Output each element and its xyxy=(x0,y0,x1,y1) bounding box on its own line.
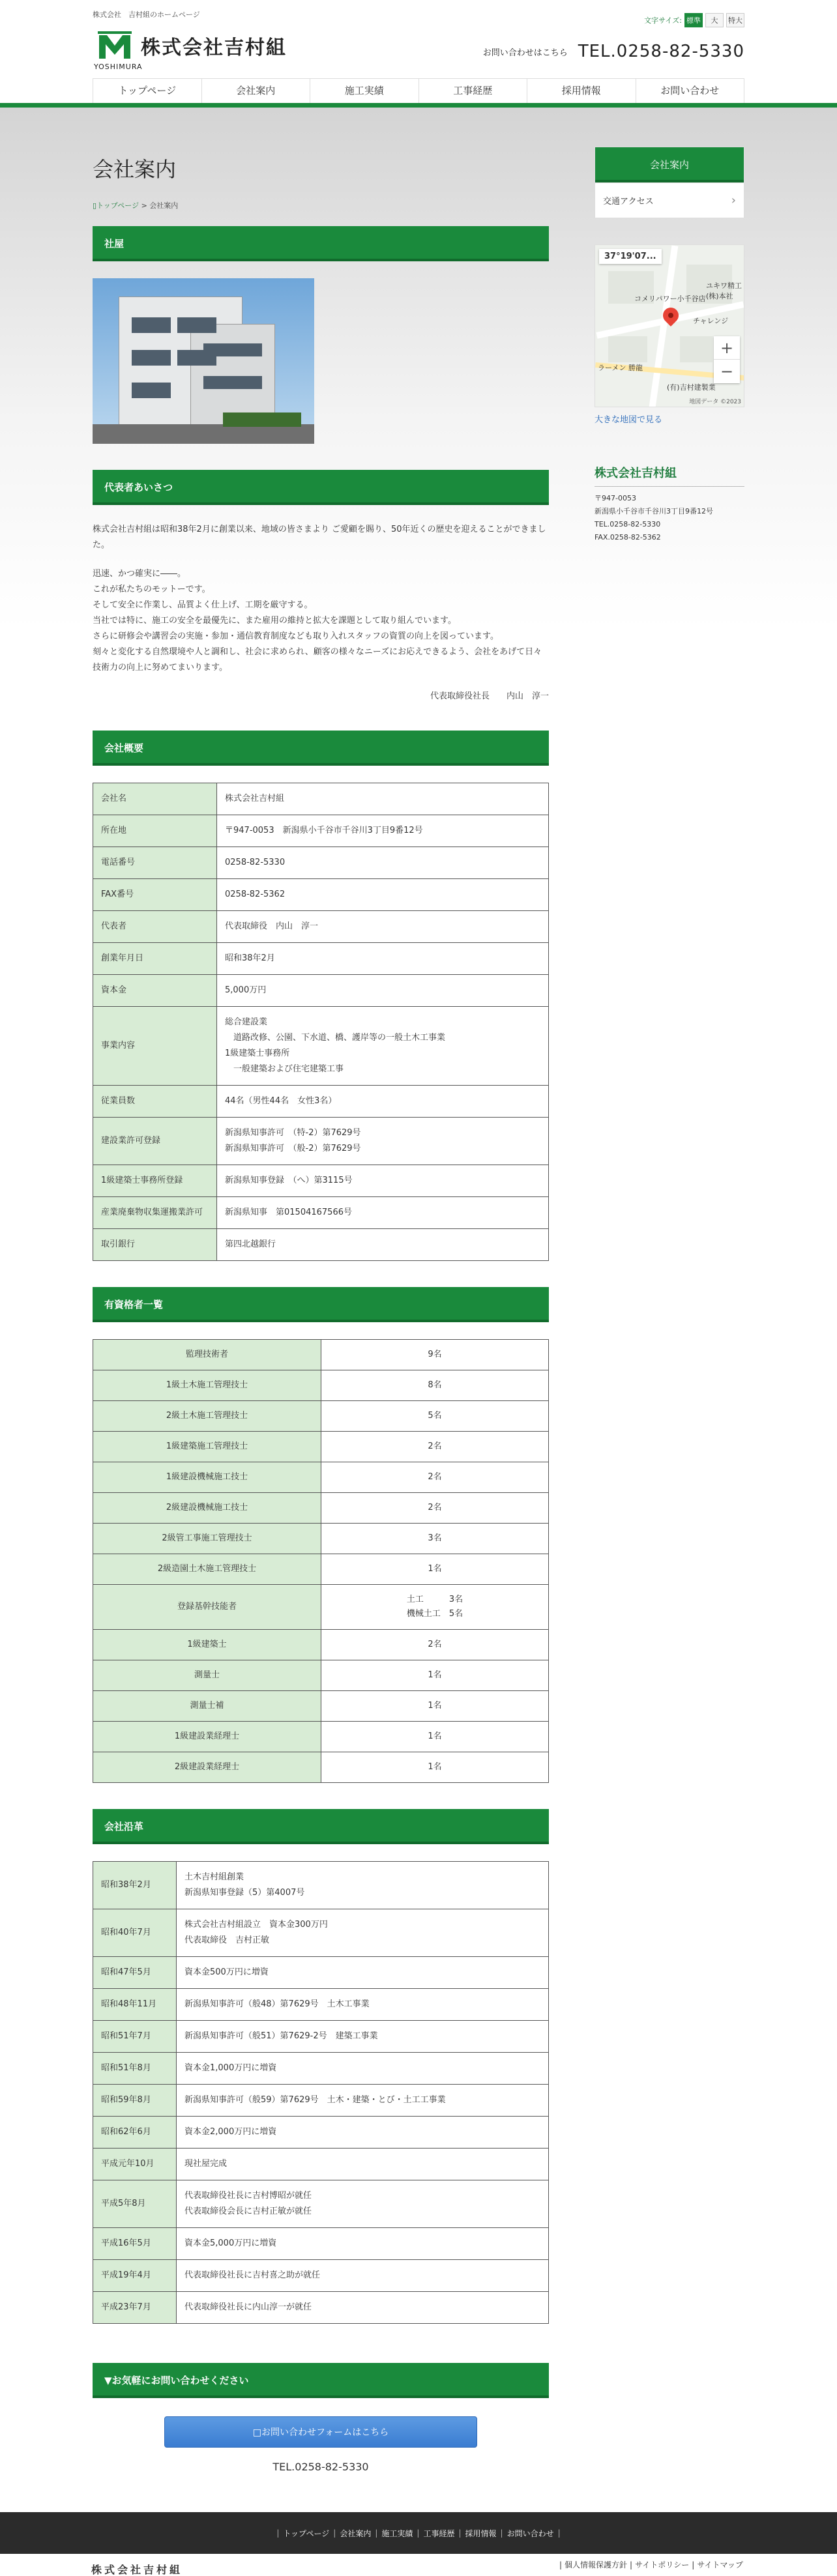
overview-row-value xyxy=(217,1007,549,1086)
qualification-row-label: 2級管工事施工管理技士 xyxy=(93,1524,321,1554)
qualification-row-value xyxy=(321,1493,549,1524)
qualification-row xyxy=(93,1524,549,1554)
qualification-row-label: 1級建築施工管理技士 xyxy=(93,1432,321,1462)
history-row-label: 昭和48年11月 xyxy=(93,1989,177,2021)
qualification-row-line: 8名 xyxy=(428,1380,442,1390)
map-label: ラーメン 勝龍 xyxy=(598,364,643,372)
qualification-row-line: 2名 xyxy=(428,1441,442,1451)
overview-row-line: 新潟県知事許可 （般-2）第7629号 xyxy=(225,1144,361,1153)
zoom-in-button[interactable]: + xyxy=(714,336,740,360)
history-row-label: 平成16年5月 xyxy=(93,2228,177,2260)
history-row-line: 土木吉村組創業 xyxy=(184,1872,244,1882)
qualification-row-line: 1名 xyxy=(428,1670,442,1680)
qualification-row-line: 2名 xyxy=(428,1472,442,1482)
history-row-line: 資本金5,000万円に増資 xyxy=(184,2238,277,2248)
overview-row-label: 創業年月日 xyxy=(93,943,217,975)
section-heading-building: 社屋 xyxy=(93,226,549,261)
header-contact xyxy=(483,42,744,61)
history-row-line: 資本金500万円に増資 xyxy=(184,1967,269,1977)
history-row-line: 代表取締役社長に吉村博昭が就任 xyxy=(184,2191,312,2201)
building-photo xyxy=(93,278,314,444)
qualification-row-label: 2級建設業経理士 xyxy=(93,1752,321,1783)
overview-row-line: 新潟県知事 第01504167566号 xyxy=(225,1208,352,1217)
map-zoom-control xyxy=(714,336,740,383)
overview-row xyxy=(93,783,549,815)
footer-link-works[interactable]: 施工実績 xyxy=(381,2528,413,2538)
company-overview-table xyxy=(93,783,549,1261)
overview-row-line: 代表取締役 内山 淳一 xyxy=(225,921,319,931)
overview-row xyxy=(93,943,549,975)
qualification-row-value xyxy=(321,1340,549,1370)
history-row-value xyxy=(177,2180,549,2228)
history-row-label: 昭和59年8月 xyxy=(93,2085,177,2117)
chevron-right-icon: › xyxy=(731,194,736,207)
qualification-row-label: 2級建設機械施工技士 xyxy=(93,1493,321,1524)
history-row xyxy=(93,1989,549,2021)
qualification-row-line: 1名 xyxy=(428,1701,442,1711)
overview-row xyxy=(93,815,549,847)
qualification-row xyxy=(93,1630,549,1660)
qualification-row xyxy=(93,1554,549,1585)
overview-row-label: 産業廃棄物収集運搬業許可 xyxy=(93,1197,217,1229)
overview-row-line: 株式会社吉村組 xyxy=(225,794,285,803)
qualification-row-line: 1名 xyxy=(428,1564,442,1574)
footer-link-company[interactable]: 会社案内 xyxy=(340,2528,372,2538)
overview-row xyxy=(93,1197,549,1229)
sidebar-company-name: 株式会社吉村組 xyxy=(595,464,744,487)
qualification-row xyxy=(93,1370,549,1401)
history-row-line: 代表取締役社長に内山淳一が就任 xyxy=(184,2302,312,2312)
overview-row-label: 代表者 xyxy=(93,911,217,943)
nav-history[interactable]: 工事経歴 xyxy=(419,79,527,103)
overview-row-label: 会社名 xyxy=(93,783,217,815)
sidebar-company-info xyxy=(595,464,744,543)
font-size-normal-button[interactable]: 標準 xyxy=(684,13,703,27)
qualification-row xyxy=(93,1462,549,1493)
history-row xyxy=(93,2117,549,2149)
nav-works[interactable]: 施工実績 xyxy=(310,79,419,103)
qualification-row-label: 2級造園土木施工管理技士 xyxy=(93,1554,321,1585)
overview-row-line: 総合建設業 xyxy=(225,1017,268,1027)
history-row-label: 平成23年7月 xyxy=(93,2292,177,2324)
history-row-label: 昭和47年5月 xyxy=(93,1957,177,1989)
history-row-label: 昭和62年6月 xyxy=(93,2117,177,2149)
qualification-row xyxy=(93,1722,549,1752)
history-row xyxy=(93,2260,549,2292)
map-label: コメリパワー小千谷店 xyxy=(634,295,706,303)
overview-row-line: 5,000万円 xyxy=(225,985,267,995)
history-row xyxy=(93,1909,549,1957)
section-heading-history: 会社沿革 xyxy=(93,1809,549,1844)
section-heading-contact: ▼お気軽にお問い合わせください xyxy=(93,2363,549,2398)
history-row-line: 資本金2,000万円に増資 xyxy=(184,2127,277,2137)
qualification-row-label: 1級建築士 xyxy=(93,1630,321,1660)
logo-subtext: YOSHIMURA xyxy=(94,63,143,71)
footer-sub-links: | 個人情報保護方針 | サイトポリシー | サイトマップ xyxy=(559,2559,746,2570)
larger-map-link[interactable]: 大きな地図で見る xyxy=(595,415,663,425)
nav-contact[interactable]: お問い合わせ xyxy=(636,79,745,103)
section-heading-overview: 会社概要 xyxy=(93,731,549,766)
overview-row-line: 第四北越銀行 xyxy=(225,1239,276,1249)
history-row xyxy=(93,2228,549,2260)
overview-row-value xyxy=(217,815,549,847)
overview-row-value xyxy=(217,943,549,975)
qualification-row-line: 機械土工 5名 xyxy=(406,1609,463,1619)
qualification-row xyxy=(93,1660,549,1691)
qualification-row-label: 測量士補 xyxy=(93,1691,321,1722)
overview-row-value xyxy=(217,975,549,1007)
contact-label: お問い合わせはこちら xyxy=(482,48,568,58)
footer-bottom xyxy=(0,2554,837,2576)
overview-row-line: 0258-82-5362 xyxy=(225,890,286,899)
map-copyright: 地図データ ©2023 xyxy=(689,399,741,405)
history-row-value xyxy=(177,2085,549,2117)
qualification-row-line: 5名 xyxy=(428,1411,442,1421)
qualification-row-value xyxy=(321,1630,549,1660)
qualification-row-label: 1級土木施工管理技士 xyxy=(93,1370,321,1401)
qualification-row xyxy=(93,1432,549,1462)
overview-row-label: 1級建築士事務所登録 xyxy=(93,1165,217,1197)
overview-row xyxy=(93,1229,549,1261)
qualification-row-value xyxy=(321,1554,549,1585)
qualification-row-line: 9名 xyxy=(428,1350,442,1359)
map-label: (有)吉村建製業 xyxy=(667,383,716,392)
history-row-value xyxy=(177,2149,549,2180)
overview-row xyxy=(93,847,549,879)
site-tagline: 株式会社 吉村組のホームページ xyxy=(93,10,200,19)
overview-row xyxy=(93,879,549,911)
site-logo[interactable] xyxy=(94,31,287,71)
qualification-row-value xyxy=(321,1401,549,1432)
history-row-line: 代表取締役会長に吉村正敏が就任 xyxy=(184,2207,312,2216)
history-row-value xyxy=(177,1862,549,1909)
overview-row-line: 新潟県知事許可 （特-2）第7629号 xyxy=(225,1128,361,1138)
overview-row-line: 昭和38年2月 xyxy=(225,953,275,963)
history-row-value xyxy=(177,1909,549,1957)
qualification-row-line: 1名 xyxy=(428,1731,442,1741)
qualification-row-line: 3名 xyxy=(428,1533,442,1543)
overview-row-line: 道路改修、公園、下水道、橋、護岸等の一般土木工事業 xyxy=(225,1033,446,1043)
sidebar-item-access[interactable] xyxy=(595,182,744,218)
breadcrumb-home-icon: ▯ xyxy=(93,201,97,210)
footer-link-contact[interactable]: お問い合わせ xyxy=(507,2528,554,2538)
qualification-row xyxy=(93,1752,549,1783)
history-row-value xyxy=(177,2053,549,2085)
overview-row-line: 0258-82-5330 xyxy=(225,858,286,867)
nav-accent-bar xyxy=(0,103,837,108)
greeting-body: 迅速、かつ確実に――。 これが私たちのモットーです。 そして安全に作業し、品質よく仕上げ、工期を厳守する。 当社では特に、施工の安全を最優先に、また雇用の維持と拡大を課題として取り組んでいます。 さらに研修会や講習会の実施・参加・通信教育制度なども取り入れスタッフの資質の向上を図っています。 刻々と変化する自然環境や人と調和し、社会に求められ、顧客の様々なニーズにお応えできるよう、会社をあげて日々技術力の向上に努めてまいります。 xyxy=(93,569,542,673)
qualification-row-label: 登録基幹技能者 xyxy=(93,1585,321,1630)
qualification-row-value xyxy=(321,1585,549,1630)
overview-row-label: 建設業許可登録 xyxy=(93,1118,217,1165)
history-row-line: 代表取締役 吉村正敏 xyxy=(184,1935,270,1945)
qualification-row-value xyxy=(321,1432,549,1462)
contact-tel: TEL.0258-82-5330 xyxy=(272,2461,369,2473)
history-row-line: 新潟県知事許可（般51）第7629-2号 建築工事業 xyxy=(184,2031,378,2041)
breadcrumb-current: 会社案内 xyxy=(149,201,179,210)
breadcrumb-home[interactable]: ▯トップページ xyxy=(93,201,140,210)
overview-row-label: 取引銀行 xyxy=(93,1229,217,1261)
overview-row xyxy=(93,911,549,943)
footer-link-top[interactable]: トップページ xyxy=(283,2528,330,2538)
qualification-row xyxy=(93,1493,549,1524)
main-content xyxy=(93,147,549,2473)
qualification-row-label: 1級建設業経理士 xyxy=(93,1722,321,1752)
history-row xyxy=(93,1957,549,1989)
overview-row-value xyxy=(217,1086,549,1118)
history-row xyxy=(93,2149,549,2180)
history-row-value xyxy=(177,2260,549,2292)
sidebar-postal: 〒947-0053 xyxy=(595,494,636,502)
history-row-line: 新潟県知事登録（5）第4007号 xyxy=(184,1888,305,1898)
contact-section xyxy=(93,2363,549,2473)
overview-row-line: 〒947-0053 新潟県小千谷市千谷川3丁目9番12号 xyxy=(225,826,423,835)
overview-row xyxy=(93,1118,549,1165)
overview-row xyxy=(93,975,549,1007)
qualification-row-value xyxy=(321,1370,549,1401)
section-heading-greeting: 代表者あいさつ xyxy=(93,470,549,505)
history-row-label: 平成5年8月 xyxy=(93,2180,177,2228)
footer-link-sitemap[interactable]: サイトマップ xyxy=(697,2560,743,2569)
overview-row-value xyxy=(217,847,549,879)
qualification-row xyxy=(93,1401,549,1432)
overview-row-value xyxy=(217,1229,549,1261)
history-row xyxy=(93,2053,549,2085)
logo-m-icon xyxy=(98,31,132,60)
zoom-out-button[interactable]: − xyxy=(720,362,734,381)
map-label: チャレンジ xyxy=(693,317,729,325)
overview-row-label: 所在地 xyxy=(93,815,217,847)
greeting-text xyxy=(93,522,549,704)
greeting-intro: 株式会社吉村組は昭和38年2月に創業以来、地域の皆さまより ご愛顧を賜り、50年近くの歴史を迎えることができました。 xyxy=(93,525,546,550)
overview-row-line: 一般建築および住宅建築工事 xyxy=(225,1064,344,1074)
sidebar-menu xyxy=(595,147,744,218)
global-nav xyxy=(93,78,744,103)
sidebar xyxy=(595,147,744,2473)
history-row xyxy=(93,2021,549,2053)
qualification-row-value xyxy=(321,1752,549,1783)
qualification-row-label: 1級建設機械施工技士 xyxy=(93,1462,321,1493)
overview-row-label: FAX番号 xyxy=(93,879,217,911)
sidebar-tel: TEL.0258-82-5330 xyxy=(595,520,661,528)
history-row-label: 昭和51年8月 xyxy=(93,2053,177,2085)
font-size-label: 文字サイズ: xyxy=(644,16,682,25)
overview-row-label: 資本金 xyxy=(93,975,217,1007)
nav-recruit[interactable]: 採用情報 xyxy=(527,79,636,103)
overview-row-value xyxy=(217,911,549,943)
footer-link-history[interactable]: 工事経歴 xyxy=(423,2528,455,2538)
qualification-row-label: 2級土木施工管理技士 xyxy=(93,1401,321,1432)
overview-row-line: 新潟県知事登録 （へ）第3115号 xyxy=(225,1176,353,1185)
qualification-row xyxy=(93,1585,549,1630)
qualification-row-value xyxy=(321,1722,549,1752)
sidebar-title: 会社案内 xyxy=(595,147,744,182)
overview-row xyxy=(93,1007,549,1086)
overview-row-value xyxy=(217,1118,549,1165)
qualification-row xyxy=(93,1691,549,1722)
history-row xyxy=(93,2180,549,2228)
sidebar-fax: FAX.0258-82-5362 xyxy=(595,533,661,542)
section-heading-qualifications: 有資格者一覧 xyxy=(93,1287,549,1322)
font-size-large-button[interactable]: 大 xyxy=(705,13,724,27)
history-row-value xyxy=(177,1989,549,2021)
overview-row xyxy=(93,1086,549,1118)
overview-row-value xyxy=(217,879,549,911)
qualification-row-line: 1名 xyxy=(428,1762,442,1772)
overview-row-value xyxy=(217,1197,549,1229)
history-row-value xyxy=(177,2117,549,2149)
history-row-label: 平成19年4月 xyxy=(93,2260,177,2292)
footer-company-name: 株式会社吉村組 xyxy=(91,2564,183,2576)
font-size-xlarge-button[interactable]: 特大 xyxy=(726,13,744,27)
overview-row-value xyxy=(217,783,549,815)
qualification-row-value xyxy=(321,1462,549,1493)
footer-link-site-policy[interactable]: サイトポリシー xyxy=(635,2560,690,2569)
overview-row-label: 電話番号 xyxy=(93,847,217,879)
sidebar-address: 新潟県小千谷市千谷川3丁目9番12号 xyxy=(595,507,713,515)
history-row-label: 昭和51年7月 xyxy=(93,2021,177,2053)
footer-nav: | トップページ | 会社案内 | 施工実績 | 工事経歴 | 採用情報 | お問い合わせ | xyxy=(0,2512,837,2554)
nav-company[interactable]: 会社案内 xyxy=(201,79,310,103)
qualifications-table xyxy=(93,1339,549,1783)
history-row-value xyxy=(177,2228,549,2260)
history-row-line: 新潟県知事許可（般48）第7629号 土木工事業 xyxy=(184,1999,370,2009)
history-row-line: 現社屋完成 xyxy=(184,2159,228,2169)
qualification-row-value xyxy=(321,1524,549,1554)
company-name: 株式会社吉村組 xyxy=(141,36,287,59)
history-row-line: 代表取締役社長に吉村喜之助が就任 xyxy=(184,2270,321,2280)
history-row xyxy=(93,2292,549,2324)
history-row-value xyxy=(177,2292,549,2324)
history-row xyxy=(93,1862,549,1909)
history-row-line: 新潟県知事許可（般59）第7629号 土木・建築・とび・土工工事業 xyxy=(184,2095,446,2105)
history-row-value xyxy=(177,2021,549,2053)
page-title: 会社案内 xyxy=(93,157,177,182)
qualification-row-label: 監理技術者 xyxy=(93,1340,321,1370)
map-label: ユキワ精工(株)本社 xyxy=(706,282,742,300)
qualification-row xyxy=(93,1340,549,1370)
overview-row-label: 事業内容 xyxy=(93,1007,217,1086)
overview-row-line: 44名（男性44名 女性3名） xyxy=(225,1096,337,1106)
qualification-row-value xyxy=(321,1660,549,1691)
breadcrumb-separator: > xyxy=(141,201,147,210)
qualification-row-line: 2名 xyxy=(428,1640,442,1649)
history-row-line: 資本金1,000万円に増資 xyxy=(184,2063,277,2073)
qualification-row-value xyxy=(321,1691,549,1722)
contact-form-button[interactable]: □お問い合わせフォームはこちら xyxy=(164,2416,477,2448)
embedded-map[interactable] xyxy=(595,244,744,407)
history-table xyxy=(93,1861,549,2324)
footer-link-recruit[interactable]: 採用情報 xyxy=(465,2528,497,2538)
history-row-label: 昭和40年7月 xyxy=(93,1909,177,1957)
logo-mark xyxy=(94,31,143,71)
greeting-signature: 代表取締役社長 内山 淳一 xyxy=(430,691,549,701)
overview-row-value xyxy=(217,1165,549,1197)
map-coordinates: 37°19'07... xyxy=(599,249,662,264)
sidebar-item-label: 交通アクセス xyxy=(603,197,654,207)
history-row xyxy=(93,2085,549,2117)
qualification-row-label: 測量士 xyxy=(93,1660,321,1691)
qualification-row-line: 土工 3名 xyxy=(406,1595,463,1604)
history-row-label: 昭和38年2月 xyxy=(93,1862,177,1909)
overview-row xyxy=(93,1165,549,1197)
nav-top[interactable]: トップページ xyxy=(93,79,201,103)
history-row-line: 株式会社吉村組設立 資本金300万円 xyxy=(184,1920,328,1930)
overview-row-label: 従業員数 xyxy=(93,1086,217,1118)
header-tel[interactable]: TEL.0258-82-5330 xyxy=(578,42,744,61)
history-row-label: 平成元年10月 xyxy=(93,2149,177,2180)
overview-row-line: 1級建築士事務所 xyxy=(225,1049,290,1058)
footer-link-privacy[interactable]: 個人情報保護方針 xyxy=(565,2560,628,2569)
history-row-value xyxy=(177,1957,549,1989)
breadcrumb xyxy=(93,200,549,210)
qualification-row-line: 2名 xyxy=(428,1503,442,1512)
